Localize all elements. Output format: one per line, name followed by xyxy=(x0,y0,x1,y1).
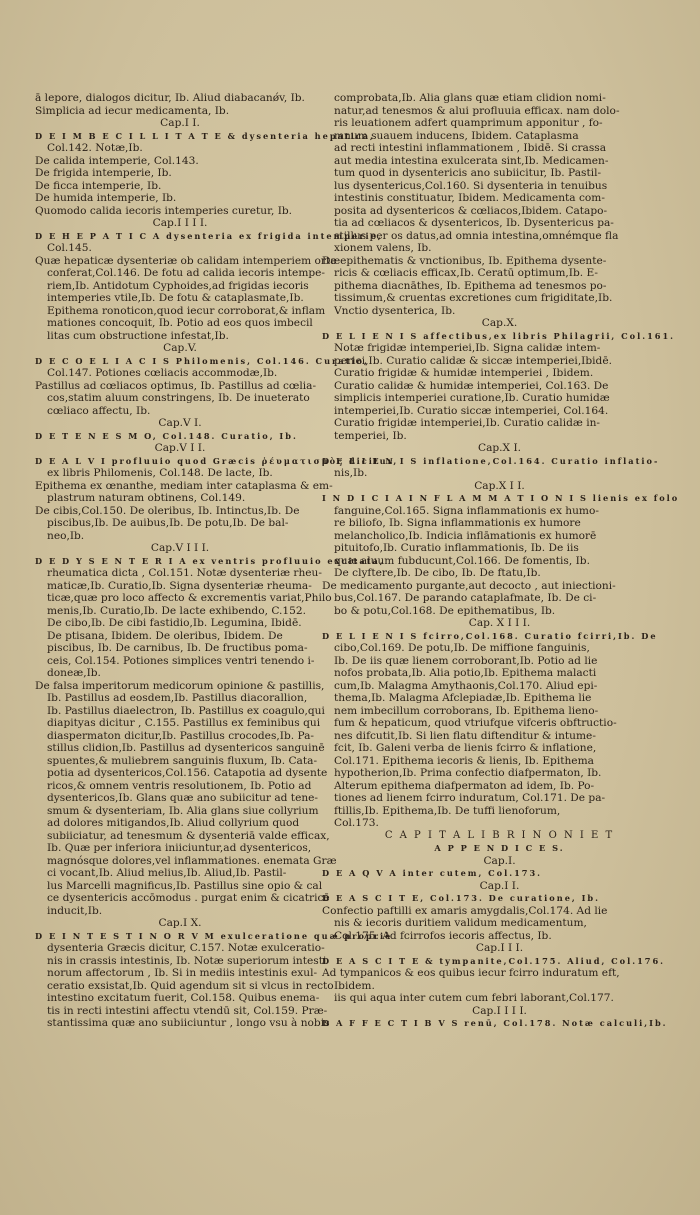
left-line: Epithema ronoticon,quod iecur corroborat,& inflam xyxy=(47,304,326,317)
left-line: potia ad dysentericos,Col.156. Catapotia ad dysente xyxy=(47,767,328,779)
left-line: maticæ,Ib. Curatio,Ib. Signa dysenteriæ rheuma- xyxy=(47,579,312,592)
left-line: spuentes,& muliebrem sanguinis fluxum, Ib. Cata- xyxy=(47,754,318,767)
right-line: D E L I E N I S affectibus,ex libris Philagrii, Col.161. xyxy=(322,330,676,341)
left-line: rheumatica dicta , Col.151. Notæ dysenteriæ rheu- xyxy=(47,567,322,579)
left-line: subiiciatur, ad tenesmum & dysenteriā valde efficax, xyxy=(47,829,330,842)
right-line: intemperiei,Ib. Curatio siccæ intemperiei, Col.164. xyxy=(334,404,609,417)
right-line: hypotherion,Ib. Prima confectio diafpermaton, Ib. xyxy=(334,767,602,779)
left-line: ad dolores mitigandos,Ib. Aliud collyrium quod xyxy=(47,817,300,829)
left-line: De cibis,Col.150. De oleribus, Ib. Intinctus,Ib. De xyxy=(35,504,300,517)
left-line: menis,Ib. Curatio,Ib. De lacte exhibendo, C.152. xyxy=(47,604,306,617)
right-line: Cap. X I I I. xyxy=(468,617,531,629)
right-line: simplicis intemperiei curatione,Ib. Curatio humidæ xyxy=(334,392,610,404)
left-line: inducit,Ib. xyxy=(47,904,103,917)
right-line: tia ad cœliacos & dysentericos, Ib. Dysentericus pa- xyxy=(334,217,614,229)
right-line: re biliofo, Ib. Signa inflammationis ex humore xyxy=(334,517,581,529)
right-line: D A F F E C T I B V S renū, Col.178. Notæ calculi,Ib. xyxy=(322,1018,668,1028)
left-line: smum & dysenteriam, Ib. Alia glans siue collyrium xyxy=(47,804,319,817)
right-line: nem imbecillum corroborans, Ib. Epithema lieno- xyxy=(334,704,599,717)
right-line: Cap.X I I. xyxy=(474,479,525,492)
left-line: D E A L V I profluuio quod Græcis ῥέυματισμὸς dicitur, xyxy=(35,455,399,466)
right-line: D E A S C I T E, Col.173. De curatione, Ib. xyxy=(322,893,601,903)
right-line: Ib. De iis quæ lienem corroborant,Ib. Potio ad lie xyxy=(334,654,598,667)
right-line: De medicamento purgante,aut decocto , aut iniectioni- xyxy=(322,579,616,592)
left-line: Cap.I X. xyxy=(158,917,202,929)
left-line: D E H E P A T I C A dysenteria ex frigida intemperie, xyxy=(35,230,383,241)
right-line: Curatio calidæ & humidæ intemperiei, Col.163. De xyxy=(334,379,609,392)
left-line: nis in crassis intestinis, Ib. Notæ superiorum intesti xyxy=(47,954,327,967)
right-line: lus dysentericus,Col.160. Si dysenteria in tenuibus xyxy=(334,179,608,192)
left-line: neo,Ib. xyxy=(47,529,85,542)
left-line: plastrum naturam obtinens, Col.149. xyxy=(47,492,246,504)
left-line: doneæ,Ib. xyxy=(47,667,101,679)
left-line: ricos,& omnem ventris resolutionem, Ib. Potio ad xyxy=(47,779,312,792)
right-line: ad recti intestini inflammationem , Ibidē. Si crassa xyxy=(334,142,607,154)
right-line: ricis & cœliacis efficax,Ib. Ceratū optimum,Ib. E- xyxy=(334,267,598,279)
left-line: ce dysentericis accōmodus . purgat enim & cicatricē xyxy=(47,892,330,904)
left-line: mationes concoquit, Ib. Potio ad eos quos imbecil xyxy=(47,317,313,329)
right-line: fcit, Ib. Galeni verba de lienis fcirro & inflatione, xyxy=(334,742,597,754)
right-line: Vnctio dysenterica, Ib. xyxy=(334,304,456,317)
left-line: dysenteria Græcis dicitur, C.157. Notæ exulceratio- xyxy=(47,942,325,954)
right-line: D E A Q V A inter cutem, Col.173. xyxy=(322,868,543,878)
right-line: nis,Ib. xyxy=(334,467,368,479)
right-line: ftillis,Ib. Epithema,Ib. De tuffi lienoforum, xyxy=(334,804,561,817)
right-line: C A P I T A L I B R I N O N I E T xyxy=(384,829,615,841)
right-line: Cap.I I I I. xyxy=(472,1004,527,1017)
right-line: pituitofo,Ib. Curatio inflammationis, Ib. De iis xyxy=(334,542,579,554)
right-line: aut media intestina exulcerata sint,Ib. Medicamen- xyxy=(334,154,609,167)
right-line: quæ aluum fubducunt,Col.166. De fomentis, Ib. xyxy=(334,554,590,567)
right-line: iis qui aqua inter cutem cum febri laborant,Col.177. xyxy=(334,992,614,1004)
right-line: xionem valens, Ib. xyxy=(334,242,432,254)
left-line: D E C O E L I A C I S Philomenis, Col.146. Curatio, xyxy=(35,355,369,366)
left-line: De ptisana, Ibidem. De oleribus, Ibidem. De xyxy=(47,629,283,642)
left-line: ticæ,quæ pro loco affecto & excrementis variat,Philo xyxy=(47,592,332,604)
right-line: D E L I E N I S inflatione,Col.164. Curatio inflatio- xyxy=(322,455,660,466)
right-line: melancholico,Ib. Indicia inflāmationis ex humorē xyxy=(334,529,597,542)
left-line: Cap.I I I I. xyxy=(152,217,208,229)
left-line: ci vocant,Ib. Aliud melius,Ib. Aliud,Ib. Pastil- xyxy=(47,867,287,879)
left-line: ex libris Philomenis, Col.148. De lacte, Ib. xyxy=(47,467,273,479)
left-line: piscibus, Ib. De carnibus, Ib. De fructibus poma- xyxy=(47,642,308,654)
left-line: Cap.V I. xyxy=(158,417,202,429)
left-line: Cap.V I I. xyxy=(154,442,206,454)
left-line: cos,statim aluum constringens, Ib. De inueterato xyxy=(47,392,310,404)
left-line: lus Marcelli magnificus,Ib. Pastillus sine opio & cal xyxy=(47,879,323,892)
left-line: D E I M B E C I L L I T A T E & dysenteria hepatica, xyxy=(35,130,375,141)
right-line: nis & iecoris duritiem validum medicamentum, xyxy=(334,917,587,929)
right-line: comprobata,Ib. Alia glans quæ etiam clidion nomi- xyxy=(334,92,606,104)
right-line: tissimum,& cruentas excretiones cum frigiditate,Ib. xyxy=(334,292,613,304)
left-line: Ib. Quæ per inferiora iniiciuntur,ad dysentericos, xyxy=(47,842,312,854)
right-line: Curatio frigidæ & humidæ intemperiei , Ibidem. xyxy=(334,367,594,379)
right-line: cibo,Col.169. De potu,Ib. De miffione fanguinis, xyxy=(334,642,590,654)
left-line: diapityas dicitur , C.155. Pastillus ex feminibus qui xyxy=(47,717,321,729)
left-line: Quomodo calida iecoris intemperies curetur, Ib. xyxy=(35,204,293,217)
right-line: Ibidem. xyxy=(334,979,375,992)
left-line: intemperies vtile,Ib. De fotu & cataplasmate,Ib. xyxy=(47,292,304,304)
left-line: De frigida intemperie, Ib. xyxy=(35,167,172,179)
right-line: bo & potu,Col.168. De epithematibus, Ib. xyxy=(334,604,556,617)
right-line: natur,ad tenesmos & alui profluuia efficax. nam dolo- xyxy=(334,104,620,117)
right-line: tum quod in dysentericis ano subiicitur, Ib. Pastil- xyxy=(334,167,602,179)
left-line: conferat,Col.146. De fotu ad calida iecoris intempe- xyxy=(47,267,325,279)
right-line: fanguine,Col.165. Signa inflammationis ex humo- xyxy=(334,504,599,517)
left-line: Simplicia ad iecur medicamenta, Ib. xyxy=(35,104,230,117)
left-line: diaspermaton dicitur,Ib. Pastillus crocodes,Ib. Pa- xyxy=(47,729,315,742)
right-line: intestinis constituatur, Ibidem. Medicamenta com- xyxy=(334,192,605,204)
left-line: tis in recti intestini affectu vtendū sit, Col.159. Præ- xyxy=(47,1004,328,1017)
left-line: Col.142. Notæ,Ib. xyxy=(47,142,143,154)
right-line: Cap.I I I. xyxy=(475,942,524,954)
left-line: ceis, Col.154. Potiones simplices ventri tenendo i- xyxy=(47,654,315,667)
right-line: posita ad dysentericos & cœliacos,Ibidem. Catapo- xyxy=(334,204,608,217)
right-line: Col.171. Epithema iecoris & lienis, Ib. Epithema xyxy=(334,754,594,767)
right-line: Ad tympanicos & eos quibus iecur fcirro induratum eft, xyxy=(322,967,620,979)
right-line: Alterum epithema diafpermaton ad idem, Ib. Po- xyxy=(334,779,595,792)
left-line: De calida intemperie, Col.143. xyxy=(35,154,199,167)
left-line: riem,Ib. Antidotum Cyphoides,ad frigidas iecoris xyxy=(47,279,309,292)
right-line: ris leuationem adfert quamprimum apponitur , fo- xyxy=(334,117,603,129)
left-line: norum affectorum , Ib. Si in mediis intestinis exul- xyxy=(47,967,318,979)
left-line: cœliaco affectu, Ib. xyxy=(47,404,151,417)
right-line: mnum suauem inducens, Ibidem. Cataplasma xyxy=(334,129,579,142)
right-line: De epithematis & vnctionibus, Ib. Epithema dysente- xyxy=(322,254,607,267)
right-line: Cap.I. xyxy=(483,854,516,867)
right-line: pithema diacnāthes, Ib. Epithema ad tenesmos po- xyxy=(334,279,607,292)
right-line: Confectio paftilli ex amaris amygdalis,Col.174. Ad lie xyxy=(322,904,608,917)
left-line: Cap.V I I I. xyxy=(150,542,210,554)
left-line: De cibo,Ib. De cibi fastidio,Ib. Legumina, Ibidē. xyxy=(47,617,302,629)
left-line: D E D Y S E N T E R I A ex ventris profluuio excitata, xyxy=(35,555,385,566)
right-line: Col.173. xyxy=(334,817,379,829)
right-line: temperiei, Ib. xyxy=(334,429,407,442)
left-line: De ficca intemperie, Ib. xyxy=(35,179,162,192)
left-line: dysentericos,Ib. Glans quæ ano subiicitur ad tene- xyxy=(47,792,319,804)
right-line: Notæ frigidæ intemperiei,Ib. Signa calidæ intem- xyxy=(334,342,601,354)
right-line: A P P E N D I C E S. xyxy=(434,843,565,853)
right-line: stillus per os datus,ad omnia intestina,omnémque fla xyxy=(334,229,619,242)
right-line: D E L I E N I S fcirro,Col.168. Curatio fcirri,Ib. De xyxy=(322,630,658,641)
right-line: De clyftere,Ib. De cibo, Ib. De ftatu,Ib. xyxy=(334,567,541,579)
right-line: bus,Col.167. De parando cataplafmate, Ib. De ci- xyxy=(334,592,597,604)
left-line: De falsa imperitorum medicorum opinione & pastillis, xyxy=(35,679,325,692)
right-column xyxy=(322,92,680,1030)
left-line: Col.145. xyxy=(47,242,92,254)
left-line: magnósque dolores,vel inflammationes. enemata Græ xyxy=(47,854,337,867)
left-line: piscibus,Ib. De auibus,Ib. De potu,Ib. De bal- xyxy=(47,517,289,529)
left-line: Ib. Pastillus ad eosdem,Ib. Pastillus diacorallion, xyxy=(47,692,308,704)
left-line: litas cum obstructione infestat,Ib. xyxy=(47,329,229,342)
right-line: nes difcutit,Ib. Si lien flatu diftenditur & intume- xyxy=(334,729,596,742)
right-line: I N D I C I A I N F L A M M A T I O N I S lienis ex folo xyxy=(322,493,680,503)
left-line: D E I N T E S T I N O R V M exulceratione quæ propriè xyxy=(35,930,393,941)
left-line: ā lepore, dialogos dicitur, Ib. Aliud diabacanǿv, Ib. xyxy=(35,92,305,104)
left-line: ceratio exsistat,Ib. Quid agendum sit si vlcus in recto xyxy=(47,979,334,992)
left-line: Col.147. Potiones cœliacis accommodæ,Ib. xyxy=(47,367,278,379)
right-line: nofos probata,Ib. Alia potio,Ib. Epithema malacti xyxy=(334,667,597,679)
left-line: Epithema ex œnanthe, mediam inter cataplasma & em- xyxy=(35,479,333,492)
right-line: Cap.X I. xyxy=(477,442,522,454)
right-line: Cap.I I. xyxy=(479,879,520,892)
right-line: Col.175. Ad fcirrofos iecoris affectus, Ib. xyxy=(334,929,552,942)
right-line: D E A S C I T E & tympanite,Col.175. Aliud, Col.176. xyxy=(322,955,666,966)
right-line: cum,Ib. Malagma Amythaonis,Col.170. Aliud epi- xyxy=(334,679,598,692)
left-line: D E T E N E S M O, Col.148. Curatio, Ib. xyxy=(35,430,298,441)
right-line: Cap.X. xyxy=(481,317,518,329)
left-line: Cap.V. xyxy=(163,342,197,354)
left-line: Pastillus ad cœliacos optimus, Ib. Pastillus ad cœlia- xyxy=(35,379,317,392)
right-line: tiones ad lienem fcirro induratum, Col.171. De pa- xyxy=(334,792,606,804)
left-line: stantissima quæ ano subiiciuntur , longo vsu à nobis xyxy=(47,1017,330,1029)
right-line: Curatio frigidæ intemperiei,Ib. Curatio calidæ in- xyxy=(334,417,600,429)
right-line: thema,Ib. Malagma Afclepiadæ,Ib. Epithema lie xyxy=(334,692,592,704)
right-line: fum & hepaticum, quod vtriufque vifceris obftructio- xyxy=(334,717,617,729)
left-line: Ib. Pastillus diaelectron, Ib. Pastillus ex coagulo,qui xyxy=(47,704,325,717)
left-line: intestino excitatum fuerit, Col.158. Quibus enema- xyxy=(47,992,320,1004)
left-line: De humida intemperie, Ib. xyxy=(35,192,177,204)
left-line: stillus clidion,Ib. Pastillus ad dysentericos sanguinē xyxy=(47,742,325,754)
left-line: Quæ hepaticæ dysenteriæ ob calidam intemperiem ortæ xyxy=(35,254,341,267)
right-line: periei,Ib. Curatio calidæ & siccæ intemperiei,Ibidē. xyxy=(334,354,612,367)
left-line: Cap.I I. xyxy=(160,117,200,129)
